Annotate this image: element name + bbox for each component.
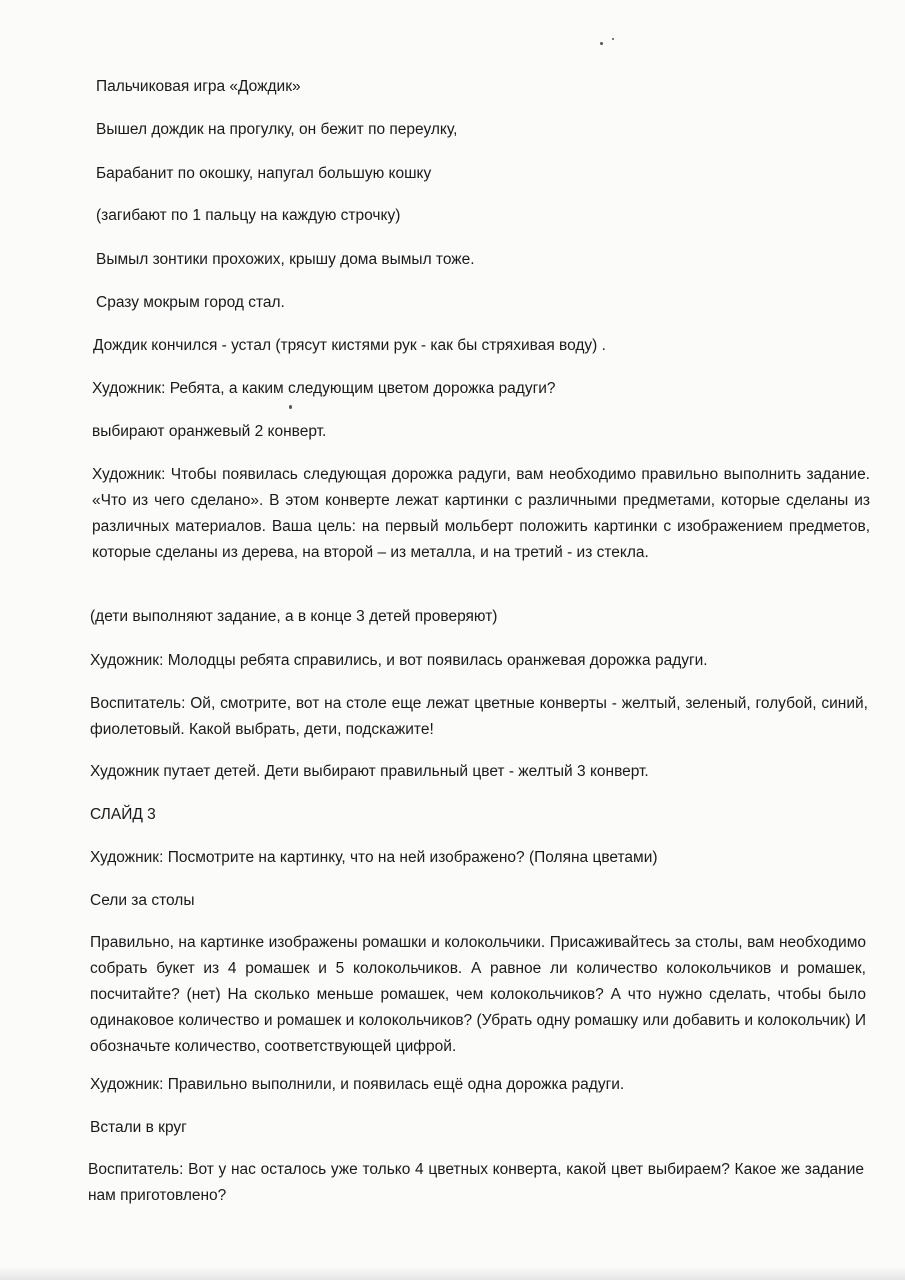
scan-speck — [600, 42, 603, 45]
paragraph-task: Художник: Чтобы появилась следующая дорожка радуги, вам необходимо правильно выполнить задание. «Что из чего сделано». В этом конверте лежат картинки с различными предметами, которые сделаны из различных материалов. Ваша цель: на первый мольберт положить картинки с изображением предметов, которые сделаны из дерева, на второй – из металла, и на третий - из стекла. — [92, 466, 870, 561]
paragraph-bouquet: Правильно, на картинке изображены ромашки и колокольчики. Присаживайтесь за столы, вам необходимо собрать букет из 4 ромашек и 5 колокольчиков. А равное ли количество колокольчиков и ромашек, посчитайте? (нет) На сколько меньше ромашек, чем колокольчиков? А что нужно сделать, чтобы было одинаковое количество и ромашек и колокольчиков? (Убрать одну ромашку или добавить и колокольчик) И обозначьте количество, соответствующей цифрой. — [90, 934, 866, 1055]
text-line: Барабанит по окошку, напугал большую кошку — [96, 165, 432, 182]
text-line: СЛАЙД 3 — [90, 806, 156, 823]
text-line: Сразу мокрым город стал. — [96, 294, 285, 311]
text-line: (дети выполняют задание, а в конце 3 детей проверяют) — [90, 608, 498, 625]
scan-edge-shadow — [0, 1266, 905, 1280]
text-line: Вымыл зонтики прохожих, крышу дома вымыл тоже. — [96, 251, 475, 268]
text-line: Художник: Правильно выполнили, и появилась ещё одна дорожка радуги. — [90, 1076, 625, 1093]
text-line: Сели за столы — [90, 892, 195, 909]
paragraph-last: Воспитатель: Вот у нас осталось уже только 4 цветных конверта, какой цвет выбираем? Какое же задание нам приготовлено? — [88, 1161, 864, 1204]
text-line: Художник путает детей. Дети выбирают правильный цвет - желтый 3 конверт. — [90, 763, 649, 780]
text-line: Художник: Посмотрите на картинку, что на ней изображено? (Поляна цветами) — [90, 849, 658, 866]
text-line: (загибают по 1 пальцу на каждую строчку) — [96, 207, 401, 224]
text-line: Дождик кончился - устал (трясут кистями рук - как бы стряхивая воду) . — [93, 337, 606, 354]
paragraph-envelopes: Воспитатель: Ой, смотрите, вот на столе еще лежат цветные конверты - желтый, зеленый, голубой, синий, фиолетовый. Какой выбрать, дети, подскажите! — [90, 695, 868, 738]
text-line: Художник: Ребята, а каким следующим цветом дорожка радуги? — [92, 380, 556, 397]
text-line: Вышел дождик на прогулку, он бежит по переулку, — [96, 121, 458, 138]
text-line: выбирают оранжевый 2 конверт. — [92, 423, 327, 440]
text-line: Встали в круг — [90, 1119, 187, 1136]
text-line: Художник: Молодцы ребята справились, и вот появилась оранжевая дорожка радуги. — [90, 652, 708, 669]
scan-speck — [612, 38, 614, 40]
scan-speck — [289, 405, 292, 409]
text-line: Пальчиковая игра «Дождик» — [96, 78, 301, 95]
